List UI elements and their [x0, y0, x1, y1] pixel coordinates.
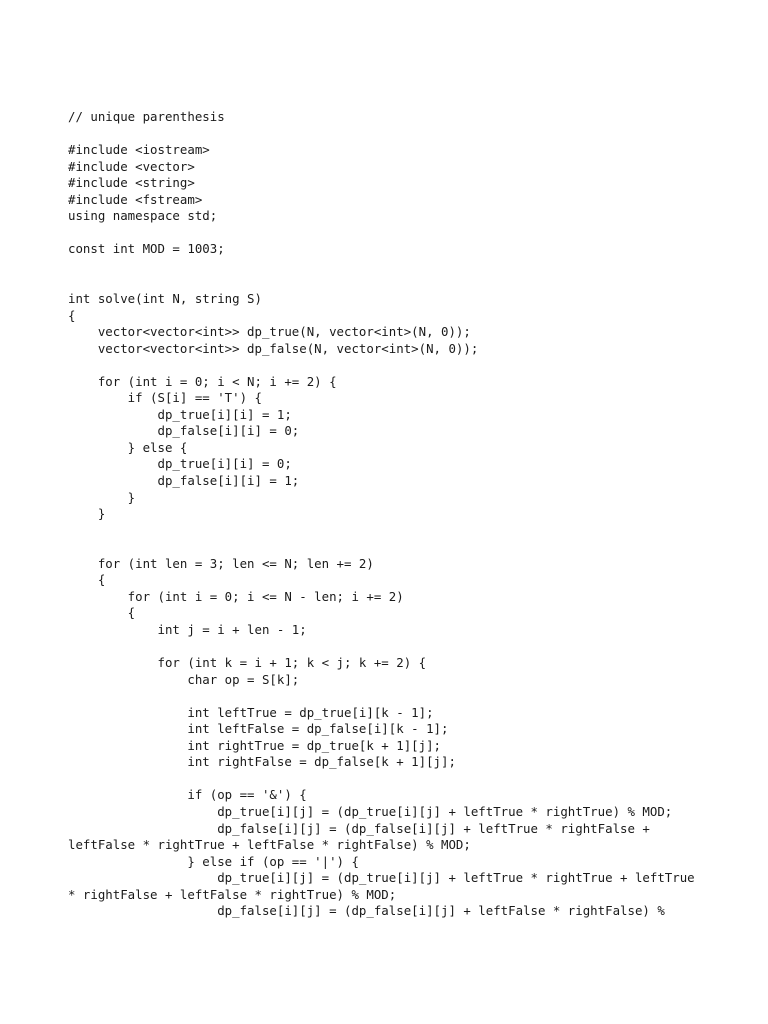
code-line: dp_false[i][j] = (dp_false[i][j] + leftTrue * rightFalse +	[68, 820, 650, 836]
code-line: // unique parenthesis	[68, 109, 225, 124]
code-line: int rightTrue = dp_true[k + 1][j];	[68, 737, 441, 753]
code-line: dp_true[i][j] = (dp_true[i][j] + leftTrue * rightTrue + leftTrue	[68, 870, 695, 886]
code-line: dp_false[i][j] = (dp_false[i][j] + leftFalse * rightFalse) %	[68, 903, 665, 919]
code-line: int leftTrue = dp_true[i][k - 1];	[68, 704, 434, 720]
code-line: * rightFalse + leftFalse * rightTrue) % MOD;	[68, 886, 397, 902]
code-line: int rightFalse = dp_false[k + 1][j];	[68, 754, 456, 770]
code-line: dp_false[i][i] = 0;	[68, 423, 300, 439]
code-line: {	[68, 572, 106, 588]
code-line: for (int i = 0; i <= N - len; i += 2)	[68, 588, 404, 604]
code-line: } else if (op == '|') {	[68, 853, 359, 869]
code-block	[68, 109, 748, 920]
code-line	[68, 639, 748, 656]
code-line	[68, 225, 748, 242]
code-line: vector<vector<int>> dp_false(N, vector<int>(N, 0));	[68, 340, 479, 356]
code-line: #include <iostream>	[68, 142, 210, 158]
code-line: #include <vector>	[68, 158, 195, 174]
code-line: if (S[i] == 'T') {	[68, 390, 262, 406]
code-line	[68, 688, 748, 705]
code-line: dp_true[i][i] = 1;	[68, 406, 292, 422]
code-line	[68, 357, 748, 374]
code-line: {	[68, 605, 136, 621]
code-line: int j = i + len - 1;	[68, 621, 307, 637]
code-line: }	[68, 489, 136, 505]
code-line: for (int len = 3; len <= N; len += 2)	[68, 555, 374, 571]
code-line: dp_false[i][i] = 1;	[68, 473, 300, 489]
code-line	[68, 771, 748, 788]
code-line: for (int i = 0; i < N; i += 2) {	[68, 373, 337, 389]
code-line: #include <fstream>	[68, 191, 203, 207]
code-line: for (int k = i + 1; k < j; k += 2) {	[68, 655, 427, 671]
code-line: #include <string>	[68, 175, 195, 191]
code-line: }	[68, 506, 106, 522]
code-line: const int MOD = 1003;	[68, 241, 225, 257]
code-line	[68, 274, 748, 291]
code-line: {	[68, 307, 76, 323]
code-line: vector<vector<int>> dp_true(N, vector<int>(N, 0));	[68, 324, 471, 340]
code-line	[68, 258, 748, 275]
code-line: dp_true[i][i] = 0;	[68, 456, 292, 472]
code-line: int solve(int N, string S)	[68, 291, 262, 307]
code-line: using namespace std;	[68, 208, 218, 224]
code-line	[68, 126, 748, 143]
code-line	[68, 523, 748, 540]
code-line: leftFalse * rightTrue + leftFalse * rightFalse) % MOD;	[68, 837, 471, 853]
code-line	[68, 539, 748, 556]
code-line: char op = S[k];	[68, 671, 300, 687]
code-line: int leftFalse = dp_false[i][k - 1];	[68, 721, 449, 737]
code-line: dp_true[i][j] = (dp_true[i][j] + leftTrue * rightTrue) % MOD;	[68, 803, 673, 819]
code-line: if (op == '&') {	[68, 787, 307, 803]
code-line: } else {	[68, 439, 188, 455]
